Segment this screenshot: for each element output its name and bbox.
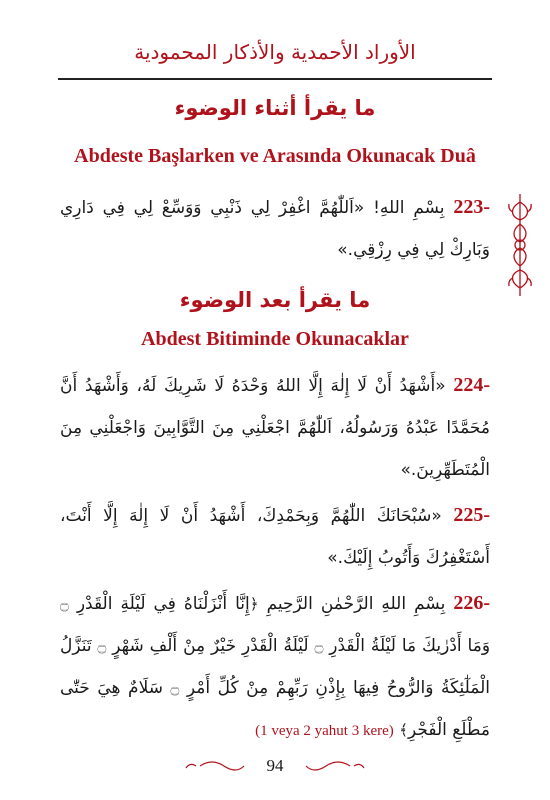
basmala: بِسْمِ اللهِ الرَّحْمٰنِ الرَّحِيمِ xyxy=(266,594,446,614)
dua-text: «سُبْحَانَكَ اللّٰهُمَّ وَبِحَمْدِكَ، أَشْهَدُ أَنْ لَا إِلٰهَ إِلَّا أَنْتَ، أَسْتَغْفِرُكَ وَأَتُوبُ إِلَيْكَ.» xyxy=(60,506,490,568)
dua-number: 223- xyxy=(453,196,490,218)
verse: وَمَا أَدْرٰيكَ مَا لَيْلَةُ الْقَدْرِ xyxy=(329,636,491,656)
verse: تَنَزَّلُ الْمَلٰٓئِكَةُ وَالرُّوحُ فِيهَا بِإِذْنِ رَبِّهِمْ مِنْ كُلِّ أَمْرٍ xyxy=(60,636,490,698)
dua-225 xyxy=(60,494,490,579)
section1-title-tr: Abdeste Başlarken ve Arasında Okunacak Duâ xyxy=(74,145,476,167)
dua-226 xyxy=(60,582,490,752)
verse-end-icon: ۝ xyxy=(60,595,69,613)
verse: سَلَامٌ هِيَ حَتّٰى مَطْلَعِ الْفَجْرِ xyxy=(60,678,490,740)
repeat-note: (1 veya 2 yahut 3 kere) xyxy=(255,723,394,739)
dua-224 xyxy=(60,364,490,491)
side-ornament-icon xyxy=(507,190,533,300)
section2-title-ar: ما يقرأ بعد الوضوء xyxy=(179,288,371,312)
verse-end-icon: ۝ xyxy=(97,637,107,655)
dua-number: 225- xyxy=(453,504,491,526)
section1-title-ar: ما يقرأ أثناء الوضوء xyxy=(174,96,376,120)
dua-text: بِسْمِ اللهِ! «اَللّٰهُمَّ اغْفِرْ لِي ذَنْبِي وَوَسِّعْ لِي فِي دَارِي وَبَارِكْ لِي فِي رِزْقِي.» xyxy=(60,198,490,260)
verse: إِنَّا أَنْزَلْنَاهُ فِي لَيْلَةِ الْقَدْرِ xyxy=(76,594,250,614)
dua-223 xyxy=(60,186,490,271)
header-rule xyxy=(58,78,492,80)
verse-end-icon: ۝ xyxy=(314,637,324,655)
close-bracket-icon: ﴾ xyxy=(399,721,408,739)
open-bracket-icon: ﴿ xyxy=(249,595,259,613)
dua-number: 224- xyxy=(453,374,491,396)
verse-end-icon: ۝ xyxy=(170,679,180,697)
running-header: الأوراد الأحمدية والأذكار المحمودية xyxy=(134,40,416,64)
section2-title-tr: Abdest Bitiminde Okunacaklar xyxy=(141,328,409,350)
page-number: 94 xyxy=(266,756,284,775)
verse: لَيْلَةُ الْقَدْرِ خَيْرٌ مِنْ أَلْفِ شَهْرٍ xyxy=(112,636,309,656)
dua-number: 226- xyxy=(453,592,491,614)
dua-text: «أَشْهَدُ أَنْ لَا إِلٰهَ إِلَّا اللهُ وَحْدَهُ لَا شَرِيكَ لَهُ، وَأَشْهَدُ أَنَّ مُحَمَّدًا عَبْدُهُ وَرَسُولُهُ، اَللّٰهُمَّ اجْعَلْنِي مِنَ التَّوَّابِينَ وَاجْعَلْنِي مِنَ الْمُتَطَهِّرِينَ.» xyxy=(60,376,490,480)
